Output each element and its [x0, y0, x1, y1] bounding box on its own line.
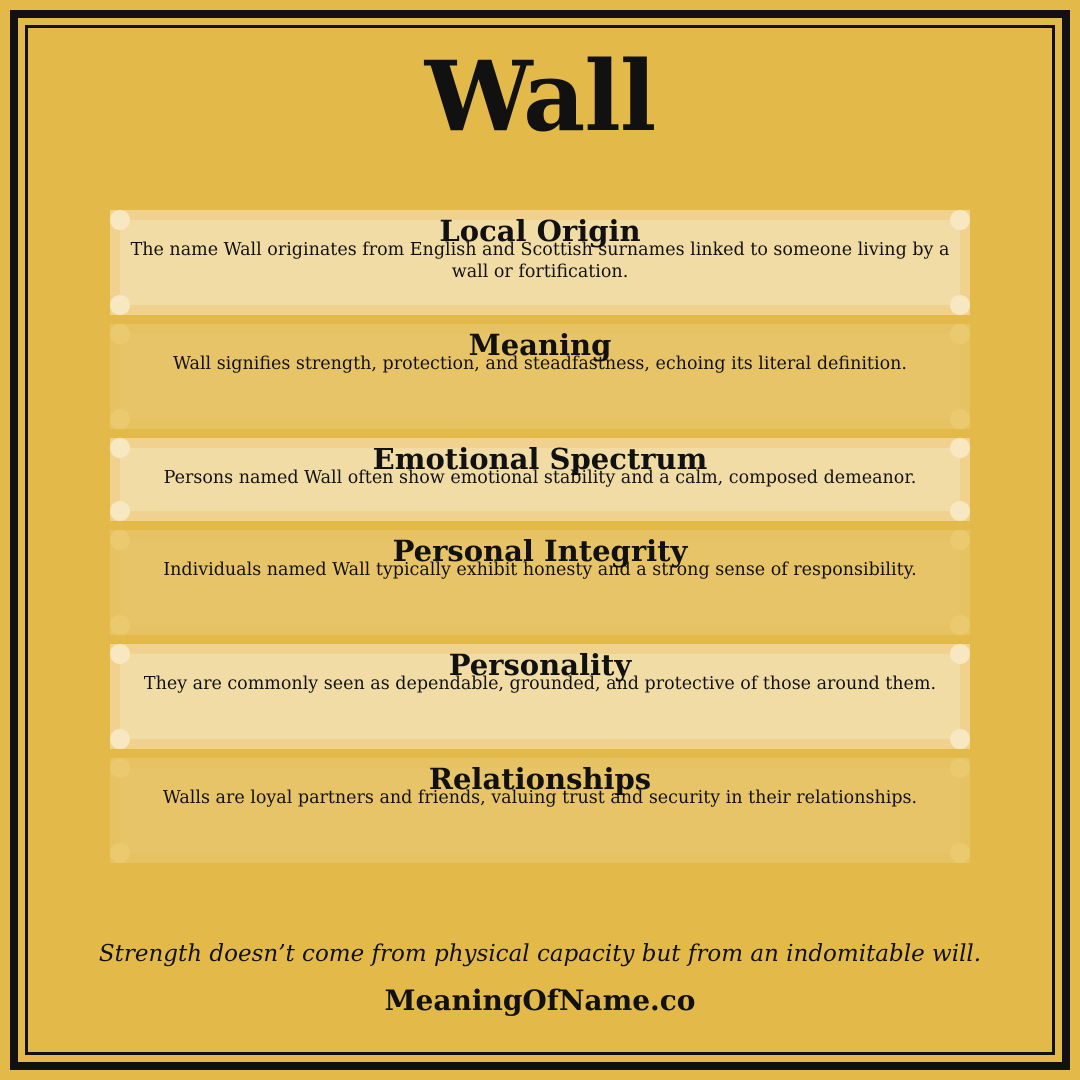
card-heading: Relationships: [428, 762, 652, 796]
card-heading: Personal Integrity: [392, 534, 688, 568]
card-band: [110, 511, 970, 521]
corner-dot: [110, 843, 130, 863]
card-heading: Local Origin: [439, 214, 641, 248]
card-text: Individuals named Wall typically exhibit honesty and a strong sense of responsibility.: [163, 560, 917, 580]
corner-dot: [110, 295, 130, 315]
card-heading: Meaning: [468, 328, 612, 362]
corner-dot: [110, 501, 130, 521]
corner-dot: [110, 409, 130, 429]
card-text: Walls are loyal partners and friends, valuing trust and security in their relationships.: [162, 788, 918, 808]
card-band: [110, 625, 970, 635]
card-meaning: [110, 324, 970, 429]
card-heading: Personality: [448, 648, 632, 682]
card-personal-integrity: [110, 530, 970, 635]
card-local-origin: [110, 210, 970, 315]
corner-dot: [110, 615, 130, 635]
site-name: MeaningOfName.co: [384, 984, 696, 1017]
card-text: The name Wall originates from English and Scottish surnames linked to someone living by a wall or fortification.: [130, 240, 950, 282]
card-personality: [110, 644, 970, 749]
card-text: They are commonly seen as dependable, grounded, and protective of those around them.: [143, 674, 937, 694]
quote: Strength doesn’t come from physical capacity but from an indomitable will.: [98, 941, 982, 967]
card-heading: Emotional Spectrum: [372, 442, 708, 476]
corner-dot: [950, 729, 970, 749]
card-band: [110, 305, 970, 315]
card-band: [110, 853, 970, 863]
corner-dot: [950, 501, 970, 521]
corner-dot: [950, 409, 970, 429]
card-relationships: [110, 758, 970, 863]
card-emotional-spectrum: [110, 438, 970, 521]
card-band: [110, 419, 970, 429]
corner-dot: [110, 729, 130, 749]
page-title: Wall: [424, 40, 656, 153]
card-text: Wall signifies strength, protection, and steadfastness, echoing its literal definition.: [173, 354, 907, 374]
corner-dot: [950, 843, 970, 863]
card-text: Persons named Wall often show emotional stability and a calm, composed demeanor.: [163, 468, 917, 488]
card-band: [110, 739, 970, 749]
corner-dot: [950, 615, 970, 635]
corner-dot: [950, 295, 970, 315]
